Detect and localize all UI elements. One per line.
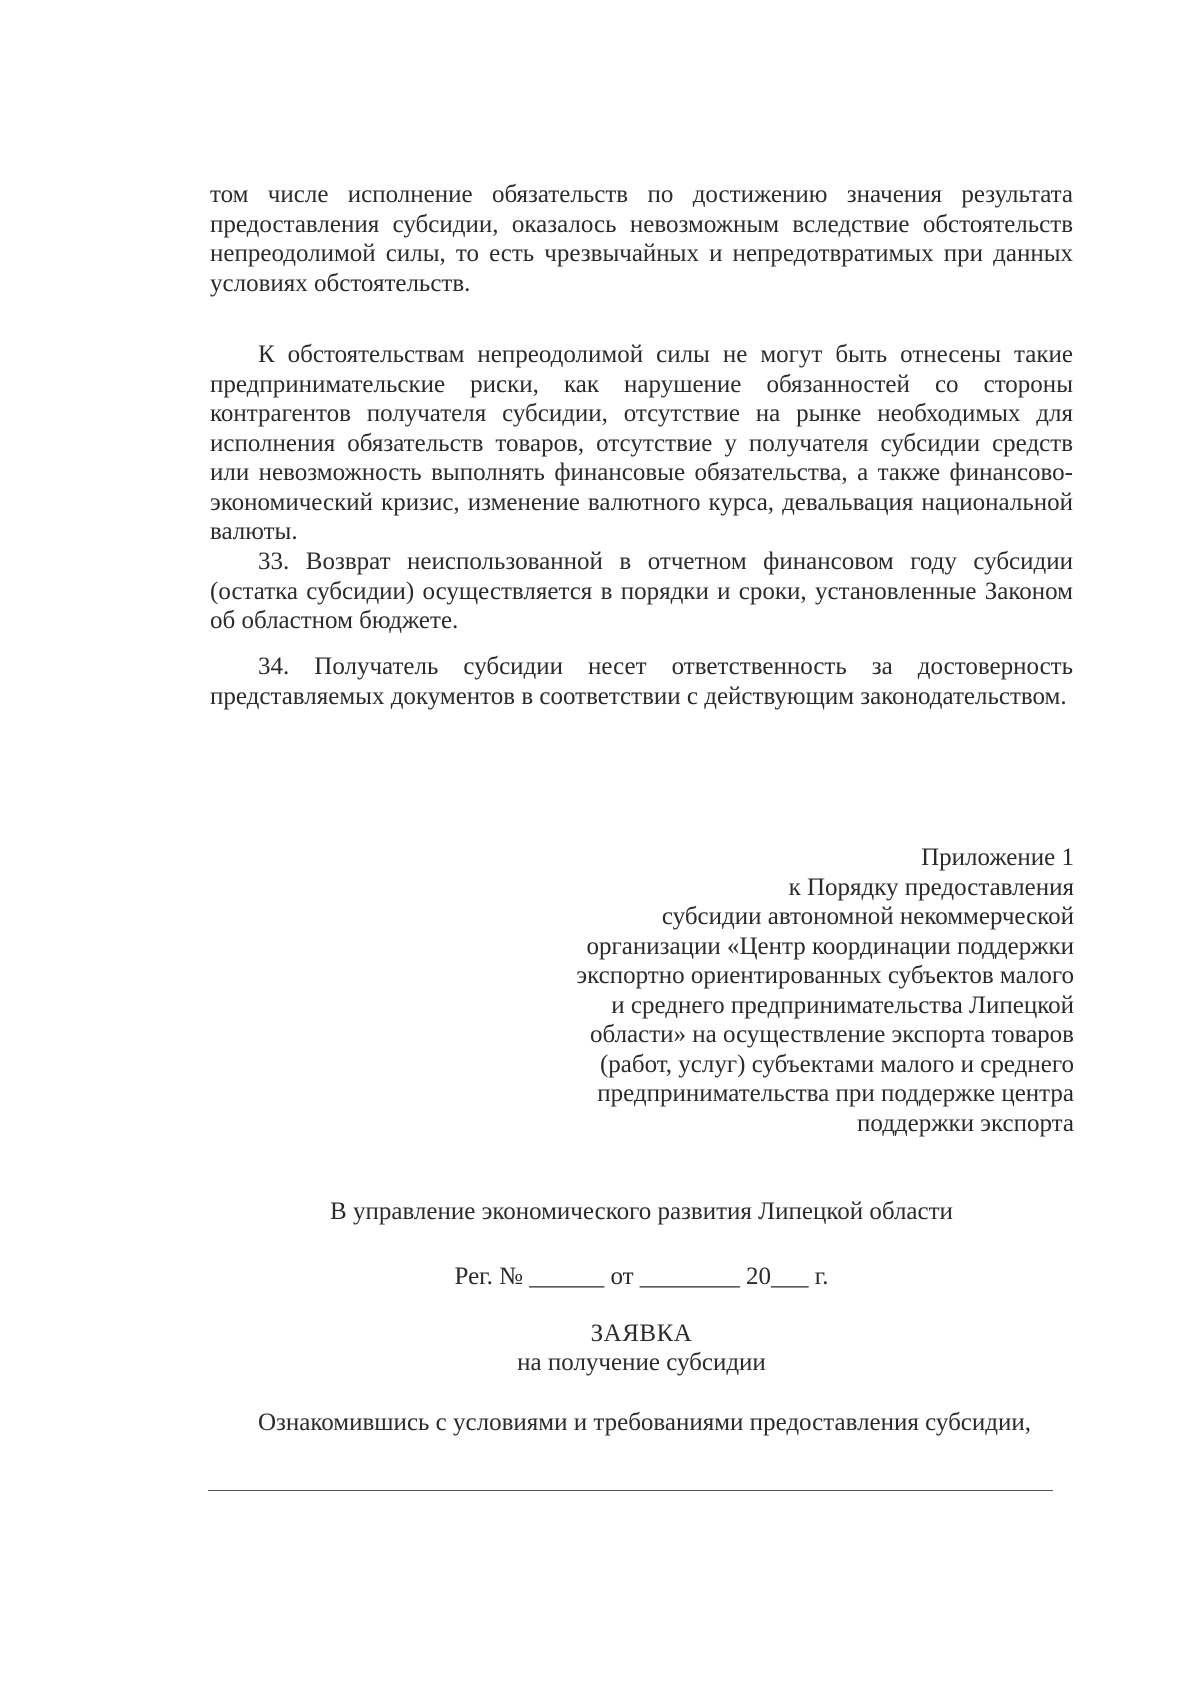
paragraph-text: том числе исполнение обязательств по достижению значения результата предоставления субсидии, оказалось невозможным вследствие обстоятельств непреодолимой силы, то есть чрезвычайных и непредотвратимых при данных условиях обстоятельств. [210,181,1073,297]
paragraph-force-majeure [210,340,1073,547]
paragraph-continuation [210,180,1073,298]
form-subtitle: на получение субсидии [517,1349,766,1376]
appendix-line: Приложение 1 [921,844,1074,871]
fill-in-rule [208,1490,1053,1491]
appendix-line: области» на осуществление экспорта товаров [589,1021,1074,1048]
appendix-line: к Порядку предоставления [788,873,1074,901]
paragraph-item-34 [210,652,1073,711]
form-intro-line: Ознакомившись с условиями и требованиями предоставления субсидии, [258,1409,1032,1436]
registration-line: Рег. № ______ от ________ 20___ г. [454,1263,829,1290]
form-title: ЗАЯВКА [590,1320,693,1347]
paragraph-text: 34. Получатель субсидии несет ответственность за достоверность представляемых документов в соответствии с действующим законодательством. [210,653,1073,710]
appendix-line: и среднего предпринимательства Липецкой [611,991,1074,1019]
appendix-line: предпринимательства при поддержке центра [597,1080,1074,1107]
appendix-line: организации «Центр координации поддержки [586,932,1074,960]
appendix-line: (работ, услуг) субъектами малого и среднего [599,1050,1074,1078]
form-addressee: В управление экономического развития Липецкой области [330,1198,953,1225]
appendix-line: поддержки экспорта [857,1109,1074,1137]
paragraph-text: К обстоятельствам непреодолимой силы не могут быть отнесены такие предпринимательские риски, как нарушение обязанностей со стороны контрагентов получателя субсидии, отсутствие на рынке необходимых для исполнения обязательств товаров, отсутствие у получателя субсидии средств или невозможность выполнять финансовые обязательства, а также финансово-экономический кризис, изменение валютного курса, девальвация национальной валюты. [210,341,1073,545]
paragraph-text: 33. Возврат неиспользованной в отчетном финансовом году субсидии (остатка субсидии) осуществляется в порядки и сроки, установленные Законом об областном бюджете. [210,548,1073,634]
appendix-line: экспортно ориентированных субъектов малого [576,962,1074,989]
appendix-line: субсидии автономной некоммерческой [661,903,1074,930]
appendix-header [514,843,1074,1138]
paragraph-item-33 [210,547,1073,636]
